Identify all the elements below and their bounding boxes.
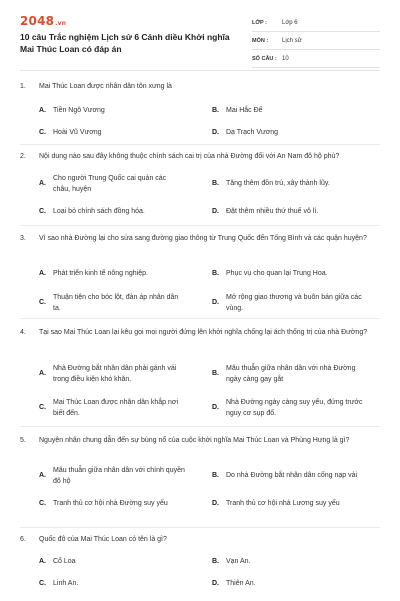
option-a[interactable] — [39, 269, 203, 280]
question-1 — [20, 82, 380, 148]
document-header — [0, 0, 400, 74]
option-text: Cổ Loa — [53, 558, 76, 565]
option-text: Tăng thêm đồn trú, xây thành lũy. — [226, 180, 330, 187]
option-text: Mâu thuẫn giữa nhân dân với chính quyền đô hộ — [53, 467, 185, 485]
option-letter: D. — [212, 580, 219, 587]
document-title: 10 câu Trắc nghiệm Lịch sử 6 Cánh diều Khởi nghĩa Mai Thúc Loan có đáp án — [20, 32, 230, 54]
question-number: 2. — [20, 153, 26, 160]
option-letter: C. — [39, 500, 46, 507]
option-d[interactable] — [212, 579, 376, 590]
option-a[interactable] — [39, 466, 193, 487]
option-letter: D. — [212, 500, 219, 507]
option-text: Linh An. — [53, 580, 79, 587]
meta-value: Lớp 6 — [282, 19, 298, 26]
option-text: Vạn An. — [226, 558, 251, 565]
option-letter: B. — [212, 270, 219, 277]
question-divider — [20, 527, 380, 528]
question-text: Nguyên nhân chung dẫn đến sự bùng nổ của cuộc khởi nghĩa Mai Thúc Loan và Phùng Hưng là gì? — [39, 437, 350, 444]
option-b[interactable] — [212, 364, 366, 385]
question-text: Vì sao nhà Đường lại cho sửa sang đường giao thông từ Trung Quốc đến Tống Bình và các quận huyện? — [39, 235, 367, 242]
option-letter: D. — [212, 208, 219, 215]
option-letter: C. — [39, 299, 46, 307]
option-letter: D. — [212, 404, 219, 412]
option-letter: A. — [39, 180, 46, 188]
option-b[interactable] — [212, 269, 376, 280]
question-text: Nội dung nào sau đây không thuộc chính sách cai trị của nhà Đường đối với An Nam đô hộ phủ? — [39, 153, 340, 160]
option-letter: B. — [212, 107, 219, 114]
question-number: 3. — [20, 235, 26, 242]
meta-value: Lịch sử — [282, 37, 302, 44]
option-text: Nhà Đường bắt nhân dân phải gánh vải trong điều kiện khó khăn. — [53, 365, 177, 383]
option-b[interactable] — [212, 106, 376, 117]
question-3 — [20, 234, 380, 324]
option-text: Cho người Trung Quốc cai quản các châu, huyện — [53, 175, 167, 193]
option-text: Loại bỏ chính sách đồng hóa. — [53, 208, 145, 215]
meta-label: LỚP : — [252, 19, 267, 26]
meta-label: SỐ CÂU : — [252, 55, 277, 62]
option-a[interactable] — [39, 106, 183, 117]
option-letter: A. — [39, 270, 46, 277]
question-number: 1. — [20, 83, 26, 90]
option-d[interactable] — [212, 207, 376, 218]
option-text: Hoài Vũ Vương — [53, 129, 102, 136]
option-a[interactable] — [39, 174, 183, 195]
option-c[interactable] — [39, 398, 185, 419]
option-letter: C. — [39, 129, 46, 136]
option-c[interactable] — [39, 293, 181, 314]
option-d[interactable] — [212, 128, 376, 139]
option-d[interactable] — [212, 398, 366, 419]
option-letter: A. — [39, 370, 46, 378]
option-letter: C. — [39, 580, 46, 587]
option-d[interactable] — [212, 293, 376, 314]
question-divider — [20, 144, 380, 145]
option-text: Phát triển kinh tế nông nghiệp. — [53, 270, 148, 277]
question-divider — [20, 318, 380, 319]
option-text: Mai Thúc Loan được nhân dân khắp nơi biết đến. — [53, 399, 179, 417]
question-number: 4. — [20, 329, 26, 336]
option-letter: B. — [212, 472, 219, 479]
option-letter: D. — [212, 129, 219, 136]
option-text: Nhà Đường ngày càng suy yếu, đứng trước nguy cơ sụp đổ. — [226, 399, 363, 417]
option-text: Đặt thêm nhiều thứ thuế vô lí. — [226, 208, 319, 215]
question-divider — [20, 426, 380, 427]
question-text: Mai Thúc Loan được nhân dân tôn xưng là — [39, 83, 172, 90]
option-letter: C. — [39, 208, 46, 215]
meta-row-count — [252, 50, 380, 68]
option-letter: D. — [212, 299, 219, 307]
option-text: Phục vụ cho quan lại Trung Hoa. — [226, 270, 328, 277]
option-text: Do nhà Đường bắt nhân dân cống nạp vải — [226, 472, 358, 479]
meta-value: 10 — [282, 55, 289, 62]
option-text: Tiền Ngô Vương — [53, 107, 105, 114]
option-d[interactable] — [212, 499, 376, 510]
option-c[interactable] — [39, 207, 193, 218]
option-text: Mai Hắc Đế — [226, 107, 263, 114]
option-text: Thuận tiện cho bóc lột, đàn áp nhân dân ta. — [53, 294, 179, 312]
option-text: Thiên An. — [226, 580, 256, 587]
option-text: Dạ Trạch Vương — [226, 129, 279, 136]
meta-table — [252, 14, 380, 68]
option-b[interactable] — [212, 471, 376, 482]
option-letter: B. — [212, 370, 219, 378]
option-text: Mở rộng giao thương và buôn bán giữa các vùng. — [226, 294, 362, 312]
logo-main: 2048 — [20, 14, 55, 28]
question-number: 5. — [20, 437, 26, 444]
option-letter: B. — [212, 558, 219, 565]
option-b[interactable] — [212, 557, 376, 568]
option-c[interactable] — [39, 499, 203, 510]
site-logo[interactable] — [20, 14, 66, 28]
option-text: Tranh thủ cơ hội nhà Lương suy yếu — [226, 500, 340, 507]
question-number: 6. — [20, 536, 26, 543]
option-text: Mâu thuẫn giữa nhân dân với nhà Đường ngày càng gay gắt — [226, 365, 356, 383]
option-letter: C. — [39, 404, 46, 412]
option-b[interactable] — [212, 179, 376, 190]
header-divider — [20, 70, 380, 71]
option-c[interactable] — [39, 128, 183, 139]
question-6 — [20, 535, 380, 601]
question-divider — [20, 225, 380, 226]
meta-label: MÔN : — [252, 37, 269, 44]
option-letter: A. — [39, 107, 46, 114]
option-a[interactable] — [39, 557, 183, 568]
option-text: Tranh thủ cơ hội nhà Đường suy yếu — [53, 500, 168, 507]
meta-row-subject — [252, 32, 380, 50]
option-c[interactable] — [39, 579, 183, 590]
question-4 — [20, 328, 380, 426]
option-letter: A. — [39, 472, 46, 480]
option-a[interactable] — [39, 364, 185, 385]
question-2 — [20, 152, 380, 228]
question-text: Quốc đô của Mai Thúc Loan có tên là gì? — [39, 536, 167, 543]
question-text: Tại sao Mai Thúc Loan lại kêu gọi mọi người đứng lên khởi nghĩa chống lại ách thống trị của nhà Đường? — [39, 329, 368, 336]
question-5 — [20, 436, 380, 526]
logo-sub: .vn — [55, 20, 67, 27]
option-letter: A. — [39, 558, 46, 565]
option-letter: B. — [212, 180, 219, 187]
meta-row-class — [252, 14, 380, 32]
